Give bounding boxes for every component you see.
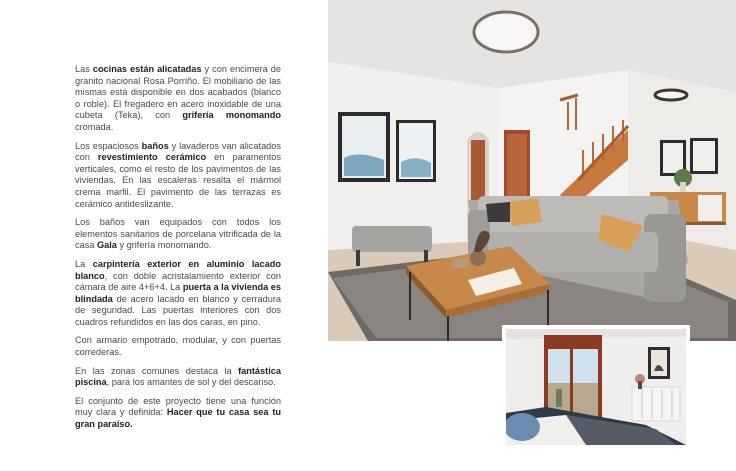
text-run: y con encimera de granito nacional Rosa Porriño. El mobiliario de las mismas está disponible en dos acabados (blanco o roble). El fregadero en acero inoxidable de una cubeta (Teka), con [75,64,281,121]
bold-text: revestimiento cerámico [97,152,207,163]
text-run: Los baños van equipados con todos los elementos sanitarios de porcelana vitrificada de la casa [75,217,281,251]
living-room-photo [328,0,736,341]
text-run: de acero lacado en blanco y cerradura de seguridad. Las puertas interiores con dos cuadros refundidos en las dos caras, en pino. [75,293,281,327]
bold-text: puerta a la vivienda es blindada [75,282,281,304]
text-run: y grifería monomando. [116,240,212,251]
bold-text: cocinas están alicatadas [92,64,202,74]
text-run: La [75,258,93,269]
text-run: y lavaderos van alicatados con [75,140,281,163]
bedroom-photo [502,325,690,449]
paragraph [75,396,281,431]
bold-text: Hacer que tu casa sea tu gran paraíso. [75,407,282,430]
paragraph [75,335,281,358]
text-run: Los espaciosos [75,140,142,151]
text-run: Con armario empotrado, modular, y con puertas correderas. [75,335,281,358]
paragraph [75,217,281,252]
bold-text: baños [141,140,169,151]
text-run: en paramentos verticales, como el resto de los pavimentos de las viviendas. En las escaleras resalta el mármol crema marfil. El pavimento de las terrazas es cerámico antideslizante. [75,152,281,209]
paragraph [75,64,281,134]
text-run: Las [75,64,93,74]
text-run: cromada. [75,121,114,132]
bold-text: Gala [96,240,117,251]
text-run: , para los amantes de sol y del descanso. [106,377,276,388]
description-text [75,64,281,438]
bold-text: grifería monomando [182,110,281,121]
bold-text: carpintería exterior en aluminio lacado blanco [75,258,281,281]
bold-text: fantástica piscina [75,365,281,388]
paragraph [75,259,281,329]
paragraph [75,366,281,389]
text-run: , con doble acristalamiento exterior con cámara de aire 4+6+4. La [75,270,281,293]
paragraph [75,141,281,211]
text-run: En las zonas comunes destaca la [75,365,239,376]
text-run: El conjunto de este proyecto tiene una función muy clara y definida: [75,395,281,418]
